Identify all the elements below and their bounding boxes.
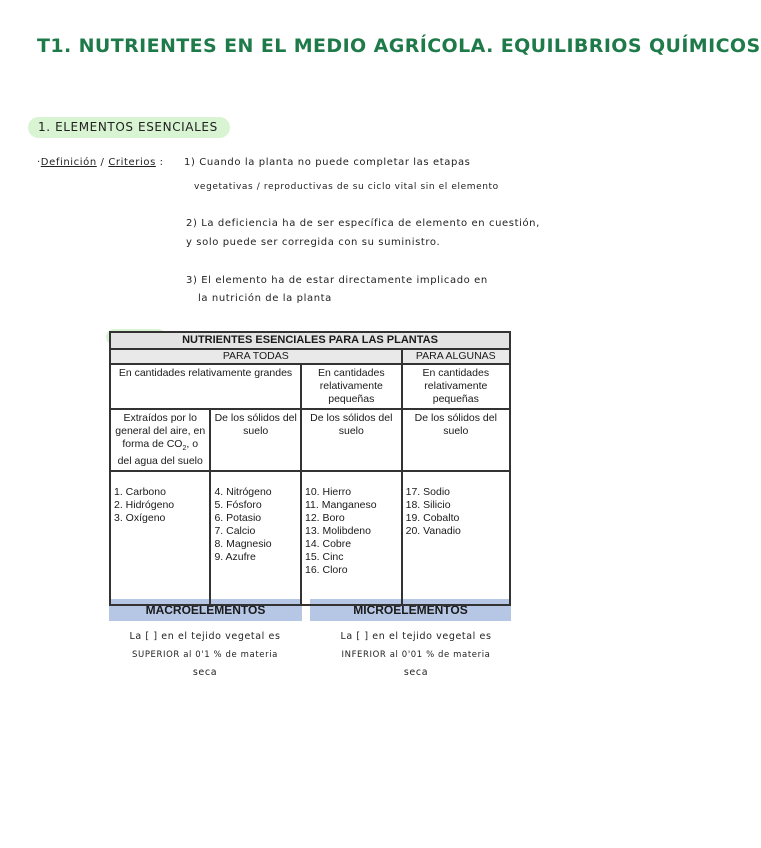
section-heading: 1. ELEMENTOS ESENCIALES xyxy=(28,117,230,138)
table-title: NUTRIENTES ESENCIALES PARA LAS PLANTAS xyxy=(110,332,510,349)
list-item: 19. Cobalto xyxy=(405,512,460,525)
table-quantity-row xyxy=(110,364,510,409)
list-item: 5. Fósforo xyxy=(214,499,262,512)
criterion-2-line-2: y solo puede ser corregida con su suministro. xyxy=(186,237,441,248)
criterion-3-line-1: 3) El elemento ha de estar directamente implicado en xyxy=(186,275,488,286)
list-item: 16. Cloro xyxy=(305,564,348,577)
list-item: 4. Nitrógeno xyxy=(214,486,272,499)
micro-note-line-2: INFERIOR al 0'01 % de materia xyxy=(341,650,491,660)
list-item: 17. Sodio xyxy=(405,486,450,499)
definition-label xyxy=(37,157,164,168)
definition-colon: : xyxy=(155,157,164,168)
criterion-3-line-2: la nutrición de la planta xyxy=(198,293,332,304)
source-aire-agua xyxy=(110,409,210,471)
macro-note-line-3: seca xyxy=(192,667,218,678)
list-item: 15. Cinc xyxy=(305,551,344,564)
list-item: 2. Hidrógeno xyxy=(114,499,175,512)
micro-note xyxy=(318,628,514,682)
table-group-row xyxy=(110,349,510,364)
elements-col-1 xyxy=(110,471,210,605)
source-solidos-1: De los sólidos del suelo xyxy=(210,409,301,471)
list-item: 14. Cobre xyxy=(305,538,352,551)
co2-subscript: 2 xyxy=(182,445,187,453)
group-para-algunas: PARA ALGUNAS xyxy=(402,349,510,364)
definition-bullet: · xyxy=(37,157,41,168)
table-title-row xyxy=(110,332,510,349)
source-solidos-2: De los sólidos del suelo xyxy=(301,409,402,471)
list-item: 10. Hierro xyxy=(305,486,352,499)
micro-note-line-1: La [ ] en el tejido vegetal es xyxy=(340,631,492,642)
list-item: 20. Vanadio xyxy=(405,525,461,538)
list-item: 8. Magnesio xyxy=(214,538,272,551)
list-item: 11. Manganeso xyxy=(305,499,377,512)
elements-col-3 xyxy=(301,471,402,605)
source-agua-text: , o del agua del suelo xyxy=(117,438,203,468)
quantity-grandes: En cantidades relativamente grandes xyxy=(110,364,301,409)
list-item: 7. Calcio xyxy=(214,525,256,538)
definition-word: Definición xyxy=(40,157,97,168)
table-elements-row xyxy=(110,471,510,605)
list-item: 1. Carbono xyxy=(114,486,166,499)
list-item: 3. Oxígeno xyxy=(114,512,166,525)
nutrients-table xyxy=(109,331,511,606)
list-item: 13. Molibdeno xyxy=(305,525,371,538)
list-item: 12. Boro xyxy=(305,512,345,525)
list-item: 6. Potasio xyxy=(214,512,262,525)
macro-note-line-1: La [ ] en el tejido vegetal es xyxy=(129,631,281,642)
quantity-pequenas-todas: En cantidades relativamente pequeñas xyxy=(301,364,402,409)
criterion-2-line-1: 2) La deficiencia ha de ser específica de elemento en cuestión, xyxy=(186,218,540,229)
elements-col-4 xyxy=(402,471,510,605)
list-item: 18. Silicio xyxy=(405,499,451,512)
nutrients-table-container xyxy=(109,331,511,606)
group-para-todas: PARA TODAS xyxy=(110,349,402,364)
elements-col-2 xyxy=(210,471,301,605)
macroelementos-band: MACROELEMENTOS xyxy=(109,599,302,621)
list-item: 9. Azufre xyxy=(214,551,256,564)
criterion-1-line-2: vegetativas / reproductivas de su ciclo vital sin el elemento xyxy=(194,182,499,192)
macro-note-line-2: SUPERIOR al 0'1 % de materia xyxy=(132,650,278,660)
quantity-pequenas-algunas: En cantidades relativamente pequeñas xyxy=(402,364,510,409)
page-title: T1. NUTRIENTES EN EL MEDIO AGRÍCOLA. EQUILIBRIOS QUÍMICOS xyxy=(37,35,761,57)
macro-note xyxy=(112,628,298,682)
criteria-word: Criterios xyxy=(108,157,156,168)
table-source-row xyxy=(110,409,510,471)
criterion-1-line-1: 1) Cuando la planta no puede completar las etapas xyxy=(184,157,471,168)
source-aire-text: Extraídos por lo general del aire, en forma de CO xyxy=(115,412,206,450)
microelementos-band: MICROELEMENTOS xyxy=(310,599,511,621)
source-solidos-3: De los sólidos del suelo xyxy=(402,409,510,471)
definition-separator: / xyxy=(96,157,109,168)
micro-note-line-3: seca xyxy=(403,667,429,678)
